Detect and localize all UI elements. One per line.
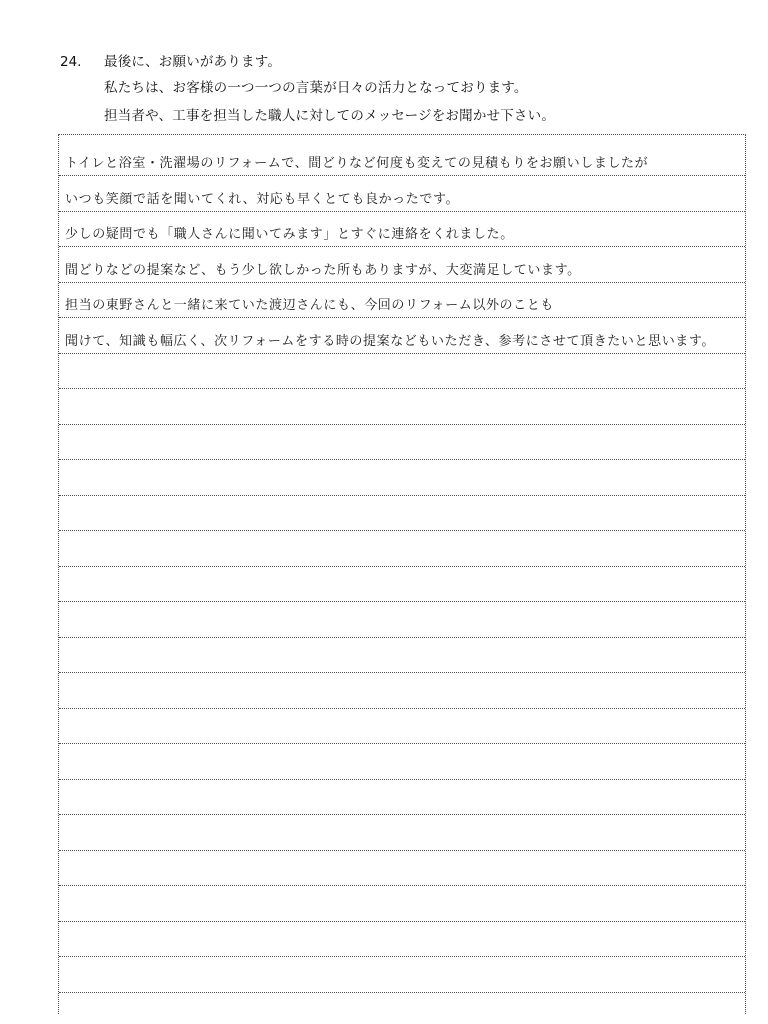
- question-header: [0, 0, 768, 130]
- ruled-line: [59, 388, 745, 389]
- handwritten-line-1: トイレと浴室・洗濯場のリフォームで、間どりなど何度も変えての見積もりをお願いしましたが: [65, 156, 649, 171]
- handwritten-line-2: いつも笑顔で話を聞いてくれ、対応も早くとても良かったです。: [65, 191, 460, 207]
- ruled-line: [59, 246, 745, 247]
- handwritten-line-6: 聞けて、知識も幅広く、次リフォームをする時の提案などもいただき、参考にさせて頂きたいと思います。: [65, 333, 716, 349]
- ruled-line: [59, 672, 745, 673]
- ruled-line: [59, 637, 745, 638]
- ruled-line: [59, 601, 745, 602]
- ruled-line: [59, 353, 745, 354]
- handwritten-line-4: 間どりなどの提案など、もう少し欲しかった所もありますが、大変満足しています。: [65, 262, 581, 278]
- question-subtitle-1: 私たちは、お客様の一つ一つの言葉が日々の活力となっております。: [104, 80, 528, 96]
- ruled-line: [59, 850, 745, 851]
- ruled-line: [59, 424, 745, 425]
- ruled-line: [59, 530, 745, 531]
- ruled-line: [59, 708, 745, 709]
- ruled-line: [59, 921, 745, 922]
- answer-box: [58, 134, 746, 1014]
- ruled-line: [59, 885, 745, 886]
- ruled-line: [59, 566, 745, 567]
- ruled-line: [59, 211, 745, 212]
- ruled-line: [59, 317, 745, 318]
- ruled-line: [59, 743, 745, 744]
- ruled-line: [59, 175, 745, 176]
- ruled-line: [59, 956, 745, 957]
- question-subtitle-2: 担当者や、工事を担当した職人に対してのメッセージをお聞かせ下さい。: [104, 108, 556, 124]
- ruled-line: [59, 495, 745, 496]
- handwritten-line-3: 少しの疑問でも「職人さんに聞いてみます」とすぐに連絡をくれました。: [65, 227, 514, 242]
- ruled-line: [59, 779, 745, 780]
- ruled-line: [59, 814, 745, 815]
- question-title: 最後に、お願いがあります。: [104, 54, 282, 70]
- question-number: 24.: [60, 54, 82, 70]
- handwritten-line-5: 担当の東野さんと一緒に来ていた渡辺さんにも、今回のリフォーム以外のことも: [65, 298, 554, 313]
- ruled-line: [59, 282, 745, 283]
- ruled-line: [59, 459, 745, 460]
- ruled-line: [59, 992, 745, 993]
